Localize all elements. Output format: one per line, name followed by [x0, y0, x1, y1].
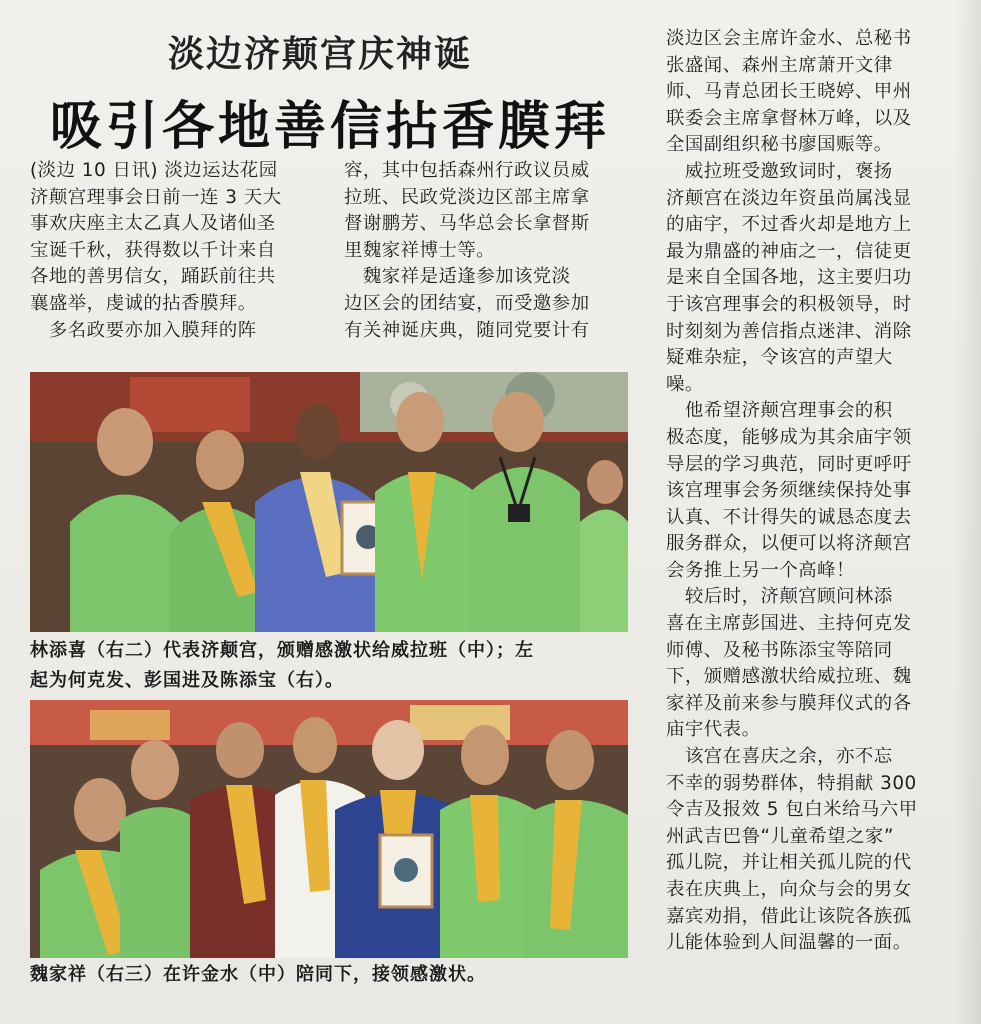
text-line: 的庙宇，不过香火却是地方上	[666, 214, 912, 236]
text-line: 最为鼎盛的神庙之一，信徒更	[666, 240, 912, 262]
text-line: 该宫理事会务须继续保持处事	[666, 480, 912, 502]
photo-certificate-presentation	[30, 372, 628, 632]
text-line: 庙宇代表。	[666, 719, 761, 741]
paper-fold-shadow	[955, 0, 981, 1024]
text-line: 容，其中包括森州行政议员威	[344, 160, 590, 181]
photo-illustration	[30, 700, 628, 958]
photo-receiving-certificate	[30, 700, 628, 958]
text-line: 事欢庆座主太乙真人及诸仙圣	[30, 213, 276, 235]
text-line: 魏家祥是适逢参加该党淡	[344, 266, 571, 288]
article-column-3	[666, 26, 966, 957]
text-line: 嘉宾劝捐，借此让该院各族孤	[666, 905, 912, 927]
headline-line2: 吸引各地善信拈香膜拜	[49, 97, 610, 157]
text-line: 孤儿院，并让相关孤儿院的代	[666, 852, 912, 874]
text-line: 不幸的弱势群体，特捐献 300	[666, 772, 917, 794]
text-line: 张盛闻、森州主席萧开文律	[666, 54, 893, 76]
text-line: 有关神诞庆典，随同党要计有	[344, 319, 590, 341]
headline-line1: 淡边济颠宫庆神诞	[167, 34, 472, 75]
text-line: 威拉班受邀致词时，褒扬	[666, 160, 893, 182]
text-line: 极态度，能够成为其余庙宇领	[666, 426, 912, 448]
photo-caption-1	[30, 636, 534, 696]
text-line: 宝诞千秋，获得数以千计来自	[30, 239, 276, 261]
photo-caption-2: 魏家祥（右三）在许金水（中）陪同下，接领感激状。	[30, 964, 486, 985]
text-line: 家祥及前来参与膜拜仪式的各	[666, 692, 912, 714]
text-line: 儿能体验到人间温馨的一面。	[666, 932, 912, 954]
text-line: 于该宫理事会的积极领导，时	[666, 293, 912, 315]
text-line: 淡边区会主席许金水、总秘书	[666, 28, 912, 49]
text-line: 边区会的团结宴，而受邀参加	[344, 292, 590, 314]
text-line: 喜在主席彭国进、主持何克发	[666, 613, 912, 635]
text-line: 里魏家祥博士等。	[344, 239, 496, 261]
caption-line: 起为何克发、彭国进及陈添宝（右）。	[30, 670, 344, 691]
text-line: 济颠宫在淡边年资虽尚属浅显	[666, 187, 912, 209]
text-line: 全国副组织秘书廖国赈等。	[666, 134, 893, 156]
photo-illustration	[30, 372, 628, 632]
text-line: 令吉及报效 5 包白米给马六甲	[666, 799, 918, 821]
text-line: 州武吉巴鲁“儿童希望之家”	[666, 825, 894, 847]
text-line: 襄盛举，虔诚的拈香膜拜。	[30, 292, 257, 314]
text-line: 认真、不计得失的诚恳态度去	[666, 506, 912, 528]
text-line: 较后时，济颠宫顾问林添	[666, 586, 893, 608]
text-line: 师、马青总团长王晓婷、甲州	[666, 81, 912, 103]
text-line: (淡边 10 日讯) 淡边运达花园	[30, 160, 278, 181]
text-line: 时刻刻为善信指点迷津、消除	[666, 320, 912, 342]
text-line: 服务群众，以便可以将济颠宫	[666, 533, 912, 555]
text-line: 济颠宫理事会日前一连 3 天大	[30, 186, 282, 208]
text-line: 他希望济颠宫理事会的积	[666, 400, 893, 422]
article-column-1	[30, 158, 322, 344]
text-line: 拉班、民政党淡边区部主席拿	[344, 186, 590, 208]
text-line: 师傅、及秘书陈添宝等陪同	[666, 639, 893, 661]
text-line: 多名政要亦加入膜拜的阵	[30, 319, 257, 341]
text-line: 督谢鹏芳、马华总会长拿督斯	[344, 213, 590, 235]
text-line: 疑难杂症，令该宫的声望大	[666, 347, 893, 369]
text-line: 表在庆典上，向众与会的男女	[666, 879, 912, 900]
text-line: 联委会主席拿督林万峰，以及	[666, 107, 912, 129]
text-line: 是来自全国各地，这主要归功	[666, 267, 912, 289]
caption-line: 林添喜（右二）代表济颠宫，颁赠感激状给威拉班（中）；左	[30, 640, 534, 661]
text-line: 会务推上另一个高峰！	[666, 559, 855, 581]
text-line: 各地的善男信女，踊跃前往共	[30, 266, 276, 288]
text-line: 噪。	[666, 373, 704, 395]
text-line: 该宫在喜庆之余，亦不忘	[666, 746, 893, 768]
text-line: 下，颁赠感激状给威拉班、魏	[666, 666, 912, 688]
article-column-2	[344, 158, 634, 344]
text-line: 导层的学习典范，同时更呼吁	[666, 453, 912, 475]
